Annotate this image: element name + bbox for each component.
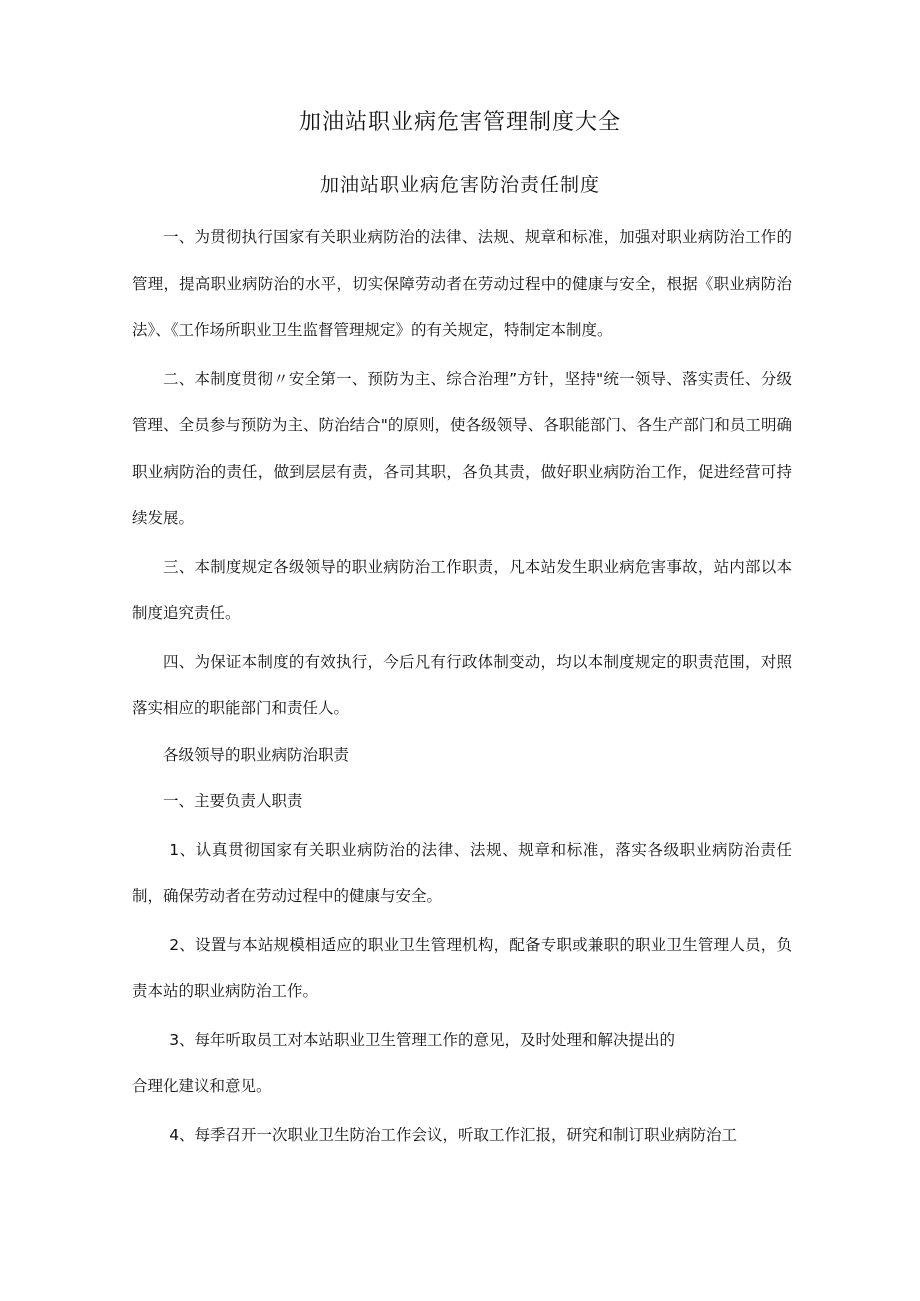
section-heading-principal-duties: 一、主要负责人职责 (163, 792, 303, 810)
duty-item-3: 3、每年听取员工对本站职业卫生管理工作的意见，及时处理和解决提出的 (169, 1030, 676, 1049)
section-heading-leader-duties: 各级领导的职业病防治职责 (163, 745, 350, 764)
document-subtitle: 加油站职业病危害防治责任制度 (319, 174, 600, 196)
paragraph-4: 四、为保证本制度的有效执行，今后凡有行政体制变动，均以本制度规定的职责范围，对照落实相应的职能部门和责任人。 (132, 652, 792, 717)
duty-item-2: 2、设置与本站规模相适应的职业卫生管理机构，配备专职或兼职的职业卫生管理人员，负责本站的职业病防治工作。 (132, 935, 792, 1000)
duty-item-1: 1、认真贯彻国家有关职业病防治的法律、法规、规章和标准，落实各级职业病防治责任制，确保劳动者在劳动过程中的健康与安全。 (132, 840, 792, 905)
paragraph-2: 二、本制度贯彻〃安全第一、预防为主、综合治理”方针，坚持"统一领导、落实责任、分级管理、全员参与预防为主、防治结合"的原则，使各级领导、各职能部门、各生产部门和员工明确职业病防治的责任，做到层层有责，各司其职，各负其责，做好职业病防治工作，促进经营可持续发展。 (132, 369, 792, 527)
duty-item-4: 4、每季召开一次职业卫生防治工作会议，听取工作汇报，研究和制订职业病防治工 (169, 1125, 738, 1144)
duty-item-3-continued: 合理化建议和意见。 (132, 1077, 272, 1095)
paragraph-3: 三、本制度规定各级领导的职业病防治工作职责，凡本站发生职业病危害事故，站内部以本制度追究责任。 (132, 557, 792, 622)
document-title: 加油站职业病危害管理制度大全 (298, 110, 621, 135)
paragraph-1: 一、为贯彻执行国家有关职业病防治的法律、法规、规章和标准，加强对职业病防治工作的管理，提高职业病防治的水平，切实保障劳动者在劳动过程中的健康与安全，根据《职业病防治法》、《工作场所职业卫生监督管理规定》的有关规定，特制定本制度。 (132, 228, 792, 339)
document-body (132, 214, 792, 1158)
